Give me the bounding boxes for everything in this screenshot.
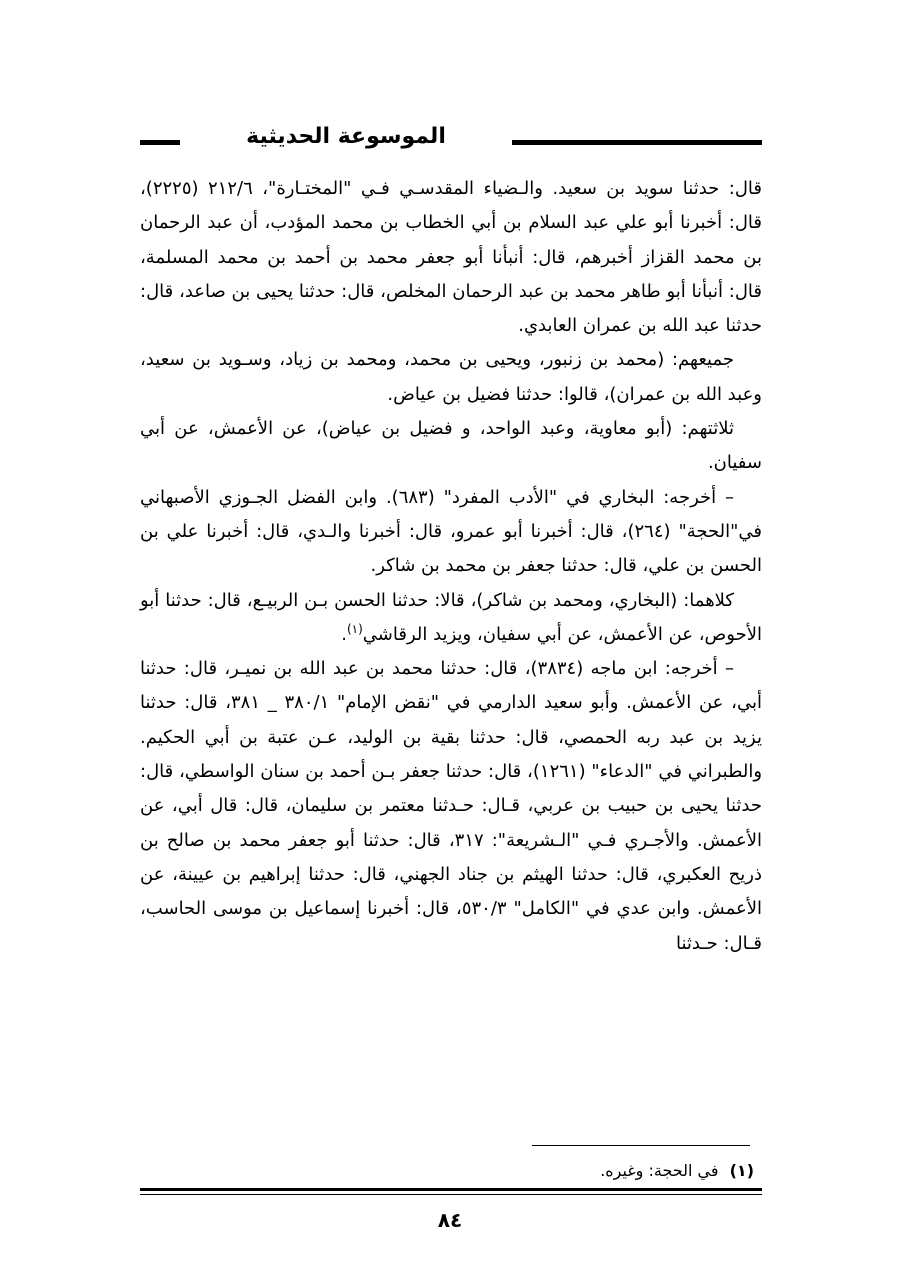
footer-rule-thick xyxy=(140,1188,762,1191)
paragraph-5-text: كلاهما: (البخاري، ومحمد بن شاكر)، قالا: حدثنا الحسن بـن الربيـع، قال: حدثنا أبو الأحوص، عن الأعمش، عن أبي سفيان، ويزيد الرقاشي xyxy=(140,589,762,645)
header-title: الموسوعة الحديثية xyxy=(246,124,446,149)
footnote xyxy=(140,1160,754,1182)
paragraph-3: ثلاثتهم: (أبو معاوية، وعبد الواحد، و فضيل بن عياض)، عن الأعمش، عن أبي سفيان. xyxy=(140,418,762,474)
header-rule-left xyxy=(140,140,180,145)
paragraph-5 xyxy=(140,584,762,653)
paragraph-4: – أخرجه: البخاري في "الأدب المفرد" (٦٨٣). وابن الفضل الجـوزي الأصبهاني في"الحجة" (٢٦٤)، قال: أخبرنا أبو عمرو، قال: أخبرنا والـدي، قال: أخبرنا علي بن الحسن بن علي، قال: حدثنا جعفر بن محمد بن شاكر. xyxy=(140,486,762,577)
paragraph-6: – أخرجه: ابن ماجه (٣٨٣٤)، قال: حدثنا محمد بن عبد الله بن نميـر، قال: حدثنا أبي، عن الأعمش. وأبو سعيد الدارمي في "نقض الإمام" ٣٨٠/١ _ ٣٨١، قال: حدثنا يزيد بن عبد ربه الحمصي، قال: حدثنا بقية بن الوليد، عـن عتبة بن أبي الحكيم. والطبراني في "الدعاء" (١٢٦١)، قال: حدثنا جعفر بـن أحمد بن سنان الواسطي، قال: حدثنا يحيى بن حبيب بن عربي، قـال: حـدثنا معتمر بن سليمان، قال: قال أبي، عن الأعمش. والأجـري فـي "الـشريعة": ٣١٧، قال: حدثنا أبو جعفر محمد بن صالح بن ذريح العكبري، قال: حدثنا الهيثم بن جناد الجهني، قال: حدثنا إبراهيم بن عيينة، عن الأعمش. وابن عدي في "الكامل" ٥٣٠/٣، قال: أخبرنا إسماعيل بن موسى الحاسب، قـال: حـدثنا xyxy=(140,658,763,954)
footer-rule-thin xyxy=(140,1194,762,1195)
page-number: ٨٤ xyxy=(437,1208,463,1232)
paragraph-1: قال: حدثنا سويد بن سعيد. والـضياء المقدسـي فـي "المختـارة"، ٢١٢/٦ (٢٢٢٥)، قال: أخبرنا أبو علي عبد السلام بن أبي الخطاب بن محمد المؤدب، أن عبد الرحمان بن محمد القزاز أخبرهم، قال: أنبأنا أبو جعفر محمد بن أحمد بن محمد المسلمة، قال: أنبأنا أبو طاهر محمد بن عبد الرحمان المخلص، قال: حدثنا يحيى بن صاعد، قال: حدثنا عبد الله بن عمران العابدي. xyxy=(140,178,762,337)
paragraph-5-end: . xyxy=(341,623,347,645)
header-rule-right xyxy=(512,140,762,145)
footnote-text: في الحجة: وغيره. xyxy=(600,1161,719,1180)
running-header xyxy=(140,120,762,160)
body-text xyxy=(140,172,762,961)
footnote-reference: (١) xyxy=(346,621,363,636)
paragraph-2: جميعهم: (محمد بن زنبور، ويحيى بن محمد، ومحمد بن زياد، وسـويد بن سعيد، وعبد الله بن عمران)، قالوا: حدثنا فضيل بن عياض. xyxy=(140,349,762,405)
footnote-number: (١) xyxy=(729,1161,754,1180)
footnote-separator xyxy=(532,1145,750,1146)
